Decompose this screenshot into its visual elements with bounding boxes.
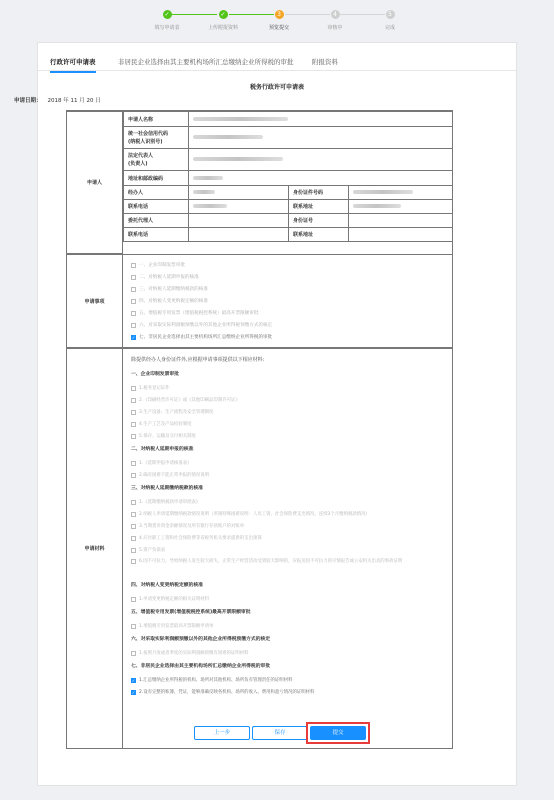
step-label: 审核中 — [327, 25, 343, 31]
legal-rep-label: 法定代表人 (负责人) — [124, 149, 189, 171]
matter-item[interactable] — [131, 307, 444, 319]
agent-label: 委托代理人 — [124, 214, 189, 228]
material-text: 2.设有完整的账簿、凭证，能够准确反映各机构、场所的收入、费用和盈亏情况的证明材料 — [139, 690, 315, 695]
material-item[interactable] — [131, 508, 444, 520]
materials-group-heading: 五、增值税专用发票(增值税税控系统)最高开票限额审批 — [131, 610, 251, 615]
matter-text: 一、企业印制发票审批 — [139, 263, 185, 268]
applicant-name-label: 申请人名称 — [124, 112, 189, 127]
checkbox[interactable] — [131, 410, 136, 415]
step-check-icon: ✓ — [220, 11, 226, 18]
id-type-value — [349, 186, 453, 200]
material-item[interactable] — [131, 496, 444, 508]
matter-text: 四、对纳税人变更纳税定额的核准 — [139, 299, 208, 304]
checkbox[interactable] — [131, 651, 136, 656]
matter-item[interactable] — [131, 259, 444, 271]
material-text: 1.按照月度或者季度的实际利润额预缴有困难的证明材料 — [139, 651, 249, 656]
step-label: 上传附报资料 — [207, 25, 238, 31]
checkbox[interactable] — [131, 548, 136, 553]
materials-group-heading: 七、非居民企业选择由其主要机构场所汇总缴纳企业所得税的审批 — [131, 664, 271, 669]
step-number: 5 — [386, 10, 395, 19]
form-title: 税务行政许可申请表 — [249, 84, 304, 91]
apply-date-value: 2018 年 11 月 20 日 — [47, 98, 101, 104]
apply-date-label: 申请日期： — [14, 98, 42, 104]
checkbox[interactable] — [131, 624, 136, 629]
checkbox[interactable] — [131, 299, 136, 304]
step-upload — [193, 10, 253, 31]
handler-label: 经办人 — [124, 186, 189, 200]
tab-attachments[interactable]: 附报资料 — [312, 58, 338, 66]
progress-stepper — [0, 10, 554, 40]
matter-text: 七、非居民企业选择由其主要机构场所汇总缴纳企业所得税的审批 — [139, 335, 273, 340]
tab-approval-item[interactable]: 非居民企业选择由其主要机构场所汇总缴纳企业所得税的审批 — [118, 58, 294, 66]
legal-rep-value — [189, 149, 453, 171]
save-button[interactable]: 保存 — [252, 726, 308, 740]
material-item[interactable] — [131, 544, 444, 556]
material-text: 5.保存、运输及交付相关制度 — [139, 434, 196, 439]
material-item[interactable] — [131, 418, 444, 430]
checkbox[interactable] — [131, 597, 136, 602]
checkbox-checked-icon[interactable]: ✓ — [131, 334, 136, 340]
material-text: 1.增值税专用发票最高开票限额申请单 — [139, 624, 214, 629]
agent-phone-label: 联系电话 — [124, 228, 189, 242]
material-item[interactable] — [131, 686, 444, 698]
material-item[interactable] — [131, 556, 444, 578]
material-text: 3.当期货币资金余额情况及所有银行存款账户的对账单 — [139, 524, 245, 529]
material-text: 2.确有困难不能正常申报的情况说明 — [139, 473, 210, 478]
apply-date — [14, 96, 101, 104]
material-text: 4.生产工艺及产品检验制度 — [139, 422, 192, 427]
matter-text: 二、对纳税人延期申报的核准 — [139, 275, 199, 280]
checkbox[interactable] — [131, 512, 136, 517]
material-item[interactable] — [131, 469, 444, 481]
agent-phone-value — [189, 228, 289, 242]
checkbox-checked-icon[interactable]: ✓ — [131, 677, 136, 683]
checkbox[interactable] — [131, 473, 136, 478]
materials-group-heading: 六、对采取实际利润额预缴以外的其他企业所得税预缴方式的核定 — [131, 637, 271, 642]
submit-highlight-box — [306, 722, 370, 744]
step-label: 预览提交 — [268, 25, 289, 31]
checkbox-checked-icon[interactable]: ✓ — [131, 689, 136, 695]
agent-value — [189, 214, 289, 228]
step-label: 完成 — [384, 25, 395, 31]
step-number: 3 — [275, 10, 284, 19]
material-item[interactable] — [131, 647, 444, 659]
material-item[interactable] — [131, 382, 444, 394]
matter-item[interactable] — [131, 283, 444, 295]
checkbox[interactable] — [131, 559, 136, 564]
prev-step-button[interactable]: 上一步 — [194, 726, 250, 740]
step-label: 填写申请表 — [154, 25, 180, 31]
step-complete — [360, 10, 420, 31]
material-text: 6.因不可抗力，导致纳税人发生较大损失，正常生产经营活动受到较大影响的，应报送因不可抗力的灾情报告或公安机关出具的事故证明 — [139, 559, 403, 564]
material-item[interactable] — [131, 430, 444, 442]
checkbox[interactable] — [131, 386, 136, 391]
matter-item[interactable] — [131, 319, 444, 331]
material-text: 1.《延期申报申请核准表》 — [139, 461, 192, 466]
id-type-label: 身份证件号码 — [289, 186, 349, 200]
checkbox[interactable] — [131, 461, 136, 466]
tab-bar — [38, 43, 516, 71]
material-text: 1.汇总缴纳企业所得税的机构、场所对其他机构、场所负有管理责任的证明材料 — [139, 678, 293, 683]
matter-item[interactable] — [131, 331, 444, 343]
checkbox[interactable] — [131, 323, 136, 328]
agent-id-value — [349, 214, 453, 228]
material-item[interactable] — [131, 394, 444, 406]
checkbox[interactable] — [131, 434, 136, 439]
checkbox[interactable] — [131, 398, 136, 403]
agent-id-label: 身份证号 — [289, 214, 349, 228]
handler-value — [189, 186, 289, 200]
materials-group-heading: 一、企业印制发票审批 — [131, 372, 179, 377]
material-item[interactable] — [131, 593, 444, 605]
step-fill-form — [137, 10, 197, 31]
checkbox[interactable] — [131, 275, 136, 280]
material-text: 3.生产设备、生产流程及安全管理制度 — [139, 410, 214, 415]
material-text: 1.《延期缴纳税款申请审批表》 — [139, 500, 201, 505]
materials-group-heading: 四、对纳税人变更纳税定额的核准 — [131, 583, 203, 588]
checkbox[interactable] — [131, 500, 136, 505]
checkbox[interactable] — [131, 524, 136, 529]
applicant-name-value — [189, 112, 453, 127]
material-item[interactable] — [131, 620, 444, 632]
submit-button[interactable]: 提交 — [310, 726, 366, 740]
material-text: 2.纳税人申请延期缴纳税款情况说明（所遇特殊困难说明：人员工资、社会保险费支出情况，连续3个月缴纳税款情况） — [139, 512, 370, 517]
material-text: 2.《印刷经营许可证》或《其他印刷品印制许可证》 — [139, 398, 240, 403]
address-label: 地址和邮政编码 — [124, 171, 189, 186]
material-text: 1.申请变更纳税定额的相关证明材料 — [139, 597, 210, 602]
step-check-icon: ✓ — [164, 11, 170, 18]
checkbox[interactable] — [131, 311, 136, 316]
materials-section-label: 申请材料 — [66, 348, 123, 749]
matter-item[interactable] — [131, 271, 444, 283]
matter-text: 五、增值税专用发票（增值税税控系统）最高开票限额审批 — [139, 311, 259, 316]
materials-list — [123, 348, 453, 749]
material-text: 1.税务登记证件 — [139, 386, 170, 391]
checkbox[interactable] — [131, 536, 136, 541]
step-review — [305, 10, 365, 31]
phone-label: 联系电话 — [124, 200, 189, 214]
credit-code-value — [189, 127, 453, 149]
address-value — [189, 171, 453, 186]
material-item[interactable] — [131, 457, 444, 469]
material-item[interactable] — [131, 674, 444, 686]
materials-intro: 除提供经办人身份证件外,应根据申请事项提供以下相应材料: — [131, 357, 265, 363]
material-item[interactable] — [131, 406, 444, 418]
matter-text: 六、对采取实际利润额预缴以外的其他企业所得税预缴方式的核定 — [139, 323, 273, 328]
matter-text: 三、对纳税人延期缴纳税款的核准 — [139, 287, 208, 292]
matters-section-label: 申请事项 — [66, 254, 123, 348]
contact-address-value — [349, 200, 453, 214]
material-text: 5.资产负债表 — [139, 548, 166, 553]
step-preview — [249, 10, 309, 31]
applicant-section-label: 申请人 — [66, 111, 123, 254]
matter-item[interactable] — [131, 295, 444, 307]
matters-list — [123, 254, 453, 348]
material-item[interactable] — [131, 532, 444, 544]
agent-address-label: 联系地址 — [289, 228, 349, 242]
phone-value — [189, 200, 289, 214]
checkbox[interactable] — [131, 263, 136, 268]
materials-group-heading: 三、对纳税人延期缴纳税款的核准 — [131, 486, 203, 491]
agent-address-value — [349, 228, 453, 242]
checkbox[interactable] — [131, 287, 136, 292]
materials-group-heading: 二、对纳税人延期申报的核准 — [131, 447, 194, 452]
checkbox[interactable] — [131, 422, 136, 427]
material-item[interactable] — [131, 520, 444, 532]
step-number: 4 — [331, 10, 340, 19]
material-text: 4.应付职工工资和社会保险费等省税务机关要求提供的支出预算 — [139, 536, 262, 541]
applicant-table — [123, 111, 453, 242]
contact-address-label: 联系地址 — [289, 200, 349, 214]
credit-code-label: 统一社会信用代码 (纳税人识别号) — [124, 127, 189, 149]
tab-application-form[interactable]: 行政许可申请表 — [50, 57, 96, 73]
